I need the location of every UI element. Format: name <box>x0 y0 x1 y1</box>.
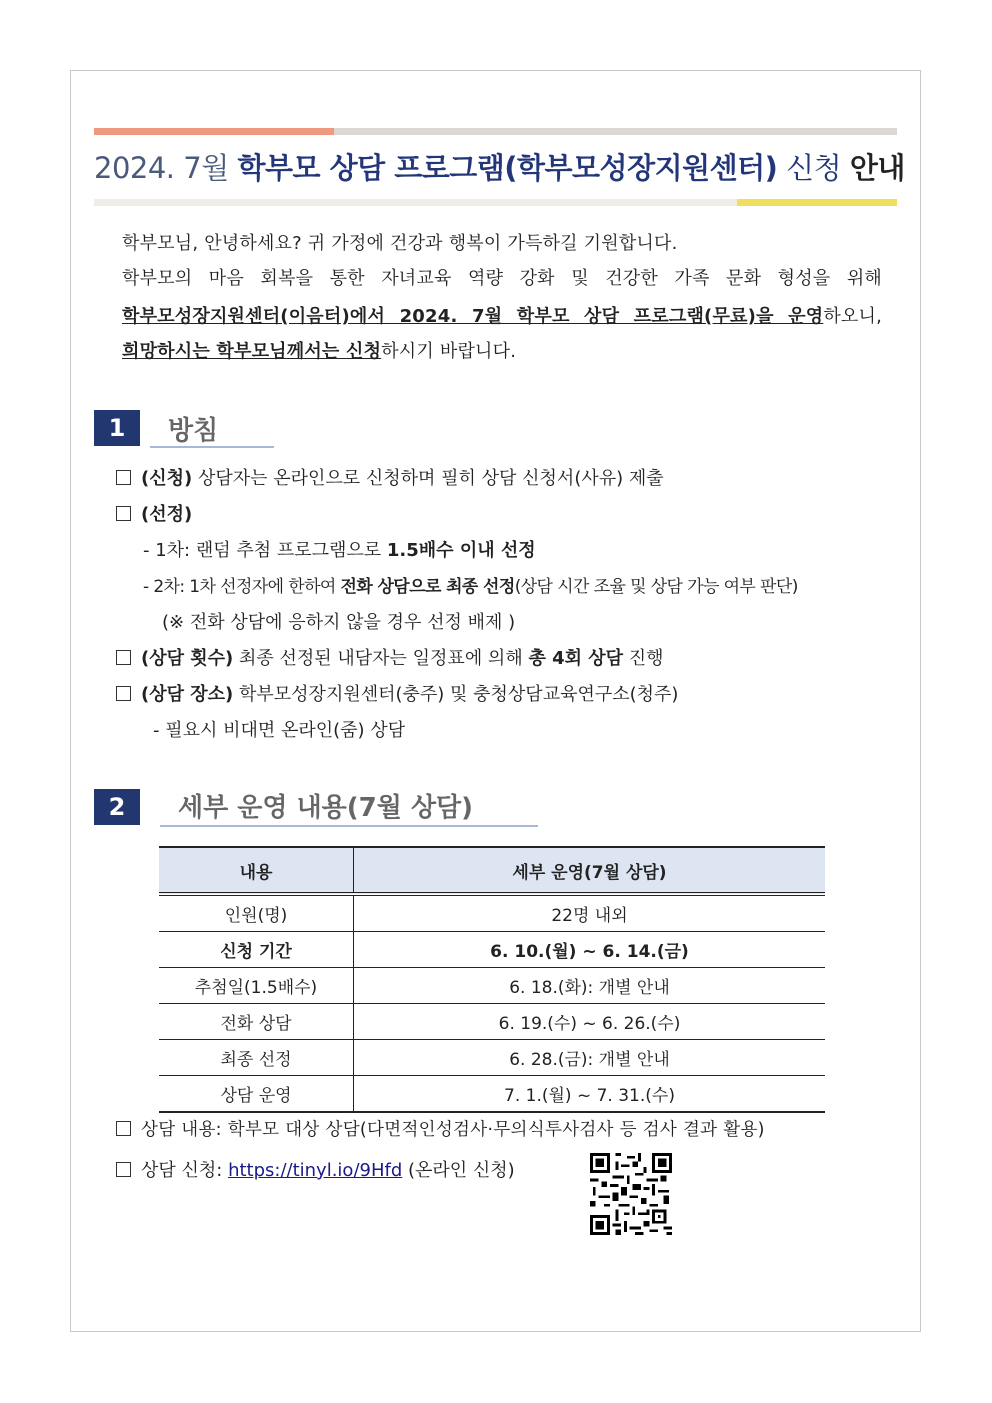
policy-sub-second-rest: (상담 시간 조율 및 상담 가능 여부 판단) <box>514 577 798 597</box>
table-row <box>159 1004 825 1040</box>
policy-item-apply-text: 상담자는 온라인으로 신청하며 필히 상담 신청서(사유) 제출 <box>192 468 664 489</box>
policy-sub-first-text: - 1차: 랜덤 추첨 프로그램으로 <box>143 540 387 561</box>
policy-sub-second-emphasis: 전화 상담으로 최종 선정 <box>340 577 515 597</box>
detail-item-content <box>116 1116 765 1141</box>
table-cell: 전화 상담 <box>159 1004 354 1040</box>
table-cell: 6. 28.(금): 개별 안내 <box>354 1040 826 1076</box>
table-cell: 22명 내외 <box>354 894 826 932</box>
table-cell: 6. 10.(월) ~ 6. 14.(금) <box>354 932 826 968</box>
table-cell: 신청 기간 <box>159 932 354 968</box>
policy-item-count <box>116 644 664 670</box>
checkbox-icon <box>116 650 131 665</box>
table-cell: 추첨일(1.5배수) <box>159 968 354 1004</box>
table-row <box>159 932 825 968</box>
section-1-number: 1 <box>94 410 140 446</box>
policy-sub-second-text: - 2차: 1차 선정자에 한하여 <box>143 577 341 597</box>
title-bottom-bar-accent <box>737 199 897 206</box>
title-apply: 신청 <box>786 151 842 185</box>
policy-item-count-label: (상담 횟수) <box>141 648 234 669</box>
policy-sub-online: - 필요시 비대면 온라인(줌) 상담 <box>153 720 406 741</box>
policy-note: (※ 전화 상담에 응하지 않을 경우 선정 배제 ) <box>162 612 516 633</box>
section-2-title: 세부 운영 내용(7월 상담) <box>160 787 538 827</box>
title-guide: 안내 <box>849 151 905 185</box>
policy-item-select <box>116 500 192 526</box>
checkbox-icon <box>116 470 131 485</box>
document-title <box>94 146 905 187</box>
checkbox-icon <box>116 1121 131 1136</box>
table-cell: 상담 운영 <box>159 1076 354 1113</box>
intro-line-4 <box>122 337 882 363</box>
table-cell: 6. 18.(화): 개별 안내 <box>354 968 826 1004</box>
table-header-row <box>159 847 825 894</box>
intro-line-3 <box>122 302 882 328</box>
policy-item-apply-label: (신청) <box>141 468 193 489</box>
apply-link[interactable]: https://tinyl.io/9Hfd <box>228 1160 403 1181</box>
policy-item-place <box>116 680 678 706</box>
intro-line-1: 학부모님, 안녕하세요? 귀 가정에 건강과 행복이 가득하길 기원합니다. <box>122 233 678 254</box>
detail-item-apply-label: 상담 신청: <box>141 1160 229 1181</box>
policy-item-count-emphasis: 총 4회 상담 <box>528 648 624 669</box>
policy-item-count-text: 최종 선정된 내담자는 일정표에 의해 <box>233 648 529 669</box>
table-cell: 6. 19.(수) ~ 6. 26.(수) <box>354 1004 826 1040</box>
intro-line-2: 학부모의 마음 회복을 통한 자녀교육 역량 강화 및 건강한 가족 문화 형성을 위해 <box>122 268 882 289</box>
detail-item-apply-rest: (온라인 신청) <box>402 1160 515 1181</box>
policy-item-place-text: 학부모성장지원센터(충주) 및 충청상담교육연구소(청주) <box>233 684 679 705</box>
intro-line-4-rest: 하시기 바랍니다. <box>381 341 517 362</box>
policy-item-select-label: (선정) <box>141 504 193 525</box>
section-1-title: 방침 <box>150 410 274 448</box>
section-2-number: 2 <box>94 789 140 825</box>
title-top-bar <box>334 128 897 135</box>
policy-sub-second <box>143 572 798 597</box>
intro-line-4-emphasis: 희망하시는 학부모님께서는 신청 <box>122 341 382 362</box>
table-cell: 7. 1.(월) ~ 7. 31.(수) <box>354 1076 826 1113</box>
checkbox-icon <box>116 1162 131 1177</box>
intro-line-3-emphasis: 학부모성장지원센터(이음터)에서 2024. 7월 학부모 상담 프로그램(무료)을 운영 <box>122 306 824 327</box>
intro-line-3-rest: 하오니, <box>823 306 882 327</box>
title-program: 학부모 상담 프로그램(학부모성장지원센터) <box>237 151 778 185</box>
checkbox-icon <box>116 686 131 701</box>
detail-item-content-text: 상담 내용: 학부모 대상 상담(다면적인성검사·무의식투사검사 등 검사 결과 활용) <box>141 1120 765 1140</box>
policy-item-place-label: (상담 장소) <box>141 684 234 705</box>
detail-item-apply <box>116 1156 515 1182</box>
title-date: 2024. 7월 <box>94 151 229 185</box>
table-row <box>159 1076 825 1113</box>
policy-item-count-rest: 진행 <box>623 648 664 669</box>
policy-sub-first-emphasis: 1.5배수 이내 선정 <box>386 540 536 561</box>
table-header-cell: 내용 <box>159 847 354 894</box>
title-bottom-bar <box>94 199 737 206</box>
checkbox-icon <box>116 506 131 521</box>
qr-code-icon[interactable] <box>590 1153 672 1235</box>
title-top-bar-accent <box>94 128 334 135</box>
schedule-table <box>159 846 825 1113</box>
table-header-cell: 세부 운영(7월 상담) <box>354 847 826 894</box>
table-row <box>159 1040 825 1076</box>
table-cell: 최종 선정 <box>159 1040 354 1076</box>
table-cell: 인원(명) <box>159 894 354 932</box>
policy-item-apply <box>116 464 664 490</box>
policy-sub-first <box>143 536 536 562</box>
table-row <box>159 968 825 1004</box>
table-row <box>159 894 825 932</box>
